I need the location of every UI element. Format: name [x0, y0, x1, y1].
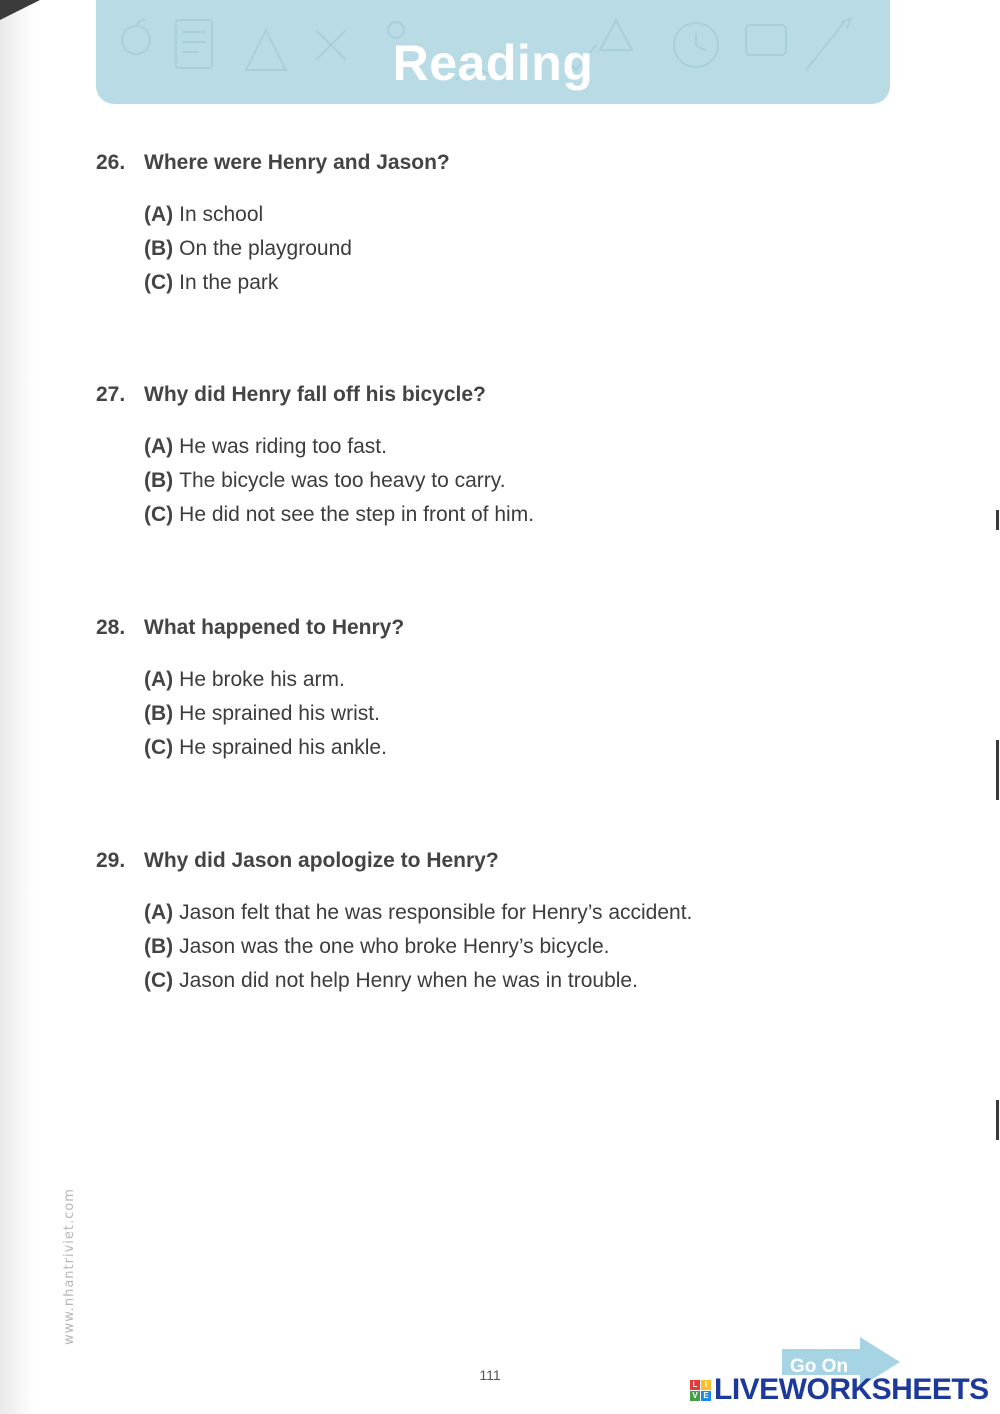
- answer-options: [144, 430, 896, 532]
- option-letter: (C): [144, 503, 174, 526]
- option-text: He was riding too fast.: [179, 435, 387, 458]
- logo-cell: V: [690, 1391, 700, 1401]
- scan-mark: [996, 510, 999, 530]
- option-letter: (A): [144, 668, 174, 691]
- go-on-label: Go On: [790, 1356, 849, 1377]
- option-text: In the park: [179, 271, 279, 294]
- liveworksheets-logo: [690, 1373, 989, 1407]
- answer-options: [144, 896, 896, 998]
- question-text: Why did Henry fall off his bicycle?: [144, 383, 486, 406]
- page-title: Reading: [392, 35, 594, 91]
- option-letter: (B): [144, 935, 174, 958]
- option-a[interactable]: [144, 198, 896, 232]
- answer-options: [144, 198, 896, 300]
- option-text: He sprained his ankle.: [179, 736, 387, 759]
- scan-mark: [996, 740, 999, 800]
- option-letter: (C): [144, 736, 174, 759]
- option-text: He broke his arm.: [179, 668, 345, 691]
- option-letter: (B): [144, 702, 174, 725]
- option-letter: (C): [144, 969, 174, 992]
- option-c[interactable]: [144, 731, 896, 765]
- option-text: The bicycle was too heavy to carry.: [179, 469, 506, 492]
- option-b[interactable]: [144, 930, 896, 964]
- option-b[interactable]: [144, 232, 896, 266]
- liveworksheets-grid-icon: [690, 1380, 711, 1401]
- question-number: 28.: [96, 616, 126, 639]
- question-text: Where were Henry and Jason?: [144, 151, 450, 174]
- option-c[interactable]: [144, 266, 896, 300]
- option-text: Jason was the one who broke Henry’s bicycle.: [179, 935, 610, 958]
- publisher-watermark: www.nhantriviet.com: [62, 1188, 77, 1345]
- option-text: He sprained his wrist.: [179, 702, 380, 725]
- question-number: 26.: [96, 151, 126, 174]
- logo-cell: E: [701, 1391, 711, 1401]
- option-text: He did not see the step in front of him.: [179, 503, 535, 526]
- page-binding-shadow: [0, 0, 36, 1414]
- question-text: What happened to Henry?: [144, 616, 405, 639]
- section-banner: [96, 0, 890, 104]
- option-b[interactable]: [144, 464, 896, 498]
- option-text: On the playground: [179, 237, 352, 260]
- option-letter: (A): [144, 203, 174, 226]
- question-27: [96, 383, 896, 532]
- question-text: Why did Jason apologize to Henry?: [144, 849, 499, 872]
- logo-cell: L: [690, 1380, 700, 1390]
- option-text: In school: [179, 203, 264, 226]
- question-number: 27.: [96, 383, 126, 406]
- option-a[interactable]: [144, 896, 896, 930]
- question-number: 29.: [96, 849, 126, 872]
- option-c[interactable]: [144, 964, 896, 998]
- option-c[interactable]: [144, 498, 896, 532]
- option-text: Jason did not help Henry when he was in trouble.: [179, 969, 638, 992]
- option-letter: (C): [144, 271, 174, 294]
- question-29: [96, 849, 896, 998]
- question-28: [96, 616, 896, 765]
- option-letter: (B): [144, 469, 174, 492]
- option-letter: (A): [144, 435, 174, 458]
- question-26: [96, 151, 896, 300]
- option-letter: (A): [144, 901, 174, 924]
- option-a[interactable]: [144, 663, 896, 697]
- option-a[interactable]: [144, 430, 896, 464]
- option-letter: (B): [144, 237, 174, 260]
- liveworksheets-wordmark: LIVEWORKSHEETS: [714, 1373, 989, 1406]
- logo-cell: I: [701, 1380, 711, 1390]
- page-number-text: 111: [479, 1367, 501, 1383]
- answer-options: [144, 663, 896, 765]
- option-text: Jason felt that he was responsible for Henry’s accident.: [179, 901, 693, 924]
- scan-mark: [996, 1100, 999, 1140]
- option-b[interactable]: [144, 697, 896, 731]
